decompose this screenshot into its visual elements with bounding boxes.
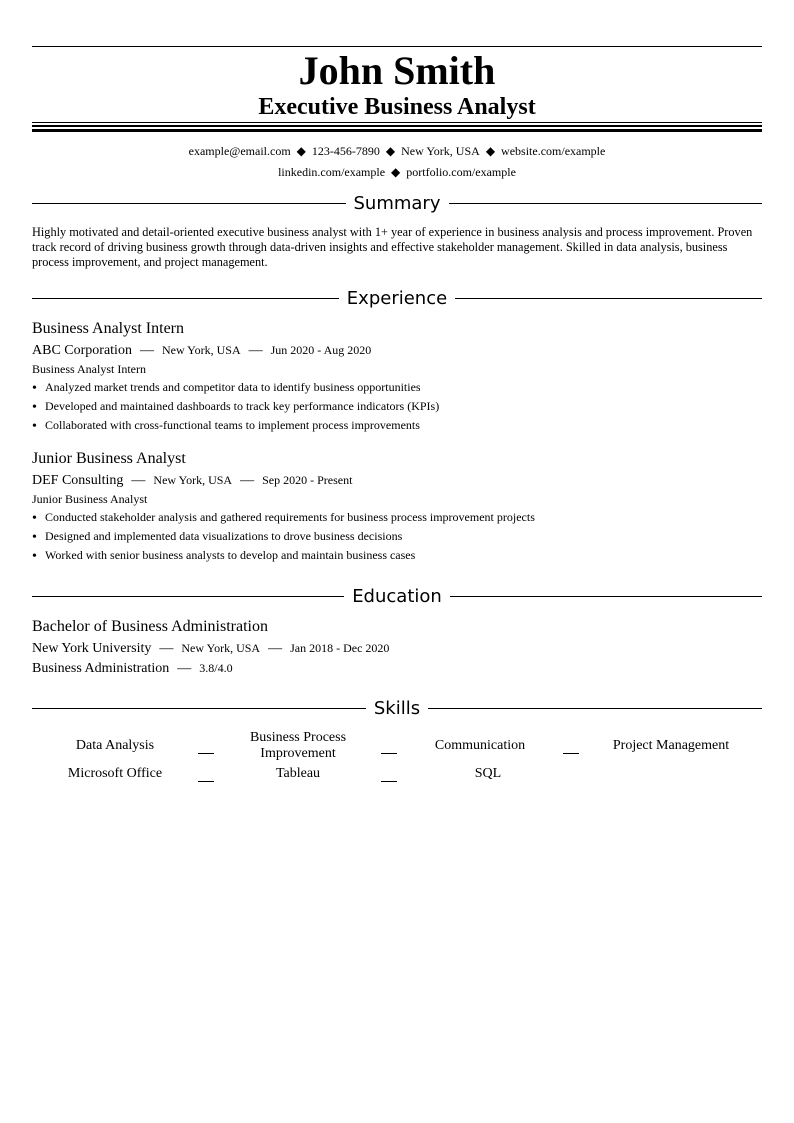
job-bullets <box>32 378 439 435</box>
contact-linkedin[interactable]: linkedin.com/example <box>278 165 386 179</box>
dash-separator: — <box>131 473 146 488</box>
experience-section-header <box>32 287 762 311</box>
skill-item: SQL <box>474 766 502 781</box>
list-item: • Developed and maintained dashboards to track key performance indicators (KPIs) <box>32 397 439 416</box>
education-heading: Education <box>344 586 450 607</box>
job-location: New York, USA <box>161 343 241 357</box>
contact-website[interactable]: website.com/example <box>501 144 606 158</box>
job-title: Business Analyst Intern <box>32 320 184 337</box>
skill-separator <box>563 753 579 754</box>
skill-item: Microsoft Office <box>67 766 163 781</box>
contact-line-2 <box>32 164 762 180</box>
contact-location: New York, USA <box>401 144 480 158</box>
skill-item: Data Analysis <box>75 738 155 753</box>
skill-item: Communication <box>434 738 526 753</box>
skill-item: Business Process Improvement <box>249 730 347 761</box>
education-dates: Jan 2018 - Dec 2020 <box>290 641 390 655</box>
dash-separator: — <box>268 641 283 656</box>
contact-phone[interactable]: 123-456-7890 <box>311 144 380 158</box>
contact-portfolio[interactable]: portfolio.com/example <box>406 165 516 179</box>
skill-separator <box>198 781 214 782</box>
education-school: New York University <box>32 641 152 656</box>
skill-separator <box>198 753 214 754</box>
job-title: Junior Business Analyst <box>32 450 186 467</box>
dash-separator: — <box>159 641 174 656</box>
job-company: ABC Corporation <box>32 343 132 358</box>
summary-section-header <box>32 192 762 216</box>
job-dates: Jun 2020 - Aug 2020 <box>270 343 372 357</box>
summary-text: Highly motivated and detail-oriented executive business analyst with 1+ year of experience in business analysis and process improvement. Proven track record of driving business growth through data-driven insights and effective stakeholder management. Skilled in data analysis, business process improvement, and project management. <box>32 225 753 269</box>
list-item: • Conducted stakeholder analysis and gathered requirements for business process improvement projects <box>32 508 535 527</box>
header-divider-medium <box>32 125 762 127</box>
education-field-line <box>32 659 233 678</box>
candidate-headline: Executive Business Analyst <box>258 94 536 120</box>
dash-separator: — <box>248 343 263 358</box>
dash-separator: — <box>177 661 192 676</box>
diamond-separator-icon: ◆ <box>385 144 396 158</box>
skill-separator <box>381 781 397 782</box>
experience-heading: Experience <box>339 288 455 309</box>
candidate-name: John Smith <box>298 48 496 93</box>
job-company: DEF Consulting <box>32 473 124 488</box>
diamond-separator-icon: ◆ <box>296 144 306 158</box>
job-role: Business Analyst Intern <box>32 362 146 376</box>
list-item: • Worked with senior business analysts to develop and maintain business cases <box>32 546 535 565</box>
job-dates: Sep 2020 - Present <box>262 473 353 487</box>
skill-item: Project Management <box>612 738 730 753</box>
education-location: New York, USA <box>181 641 261 655</box>
education-section-header <box>32 585 762 609</box>
top-divider <box>32 46 762 47</box>
header-divider-thin <box>32 122 762 123</box>
list-item: • Designed and implemented data visualizations to drove business decisions <box>32 527 535 546</box>
list-item: • Collaborated with cross-functional teams to implement process improvements <box>32 416 439 435</box>
skills-section-header <box>32 697 762 721</box>
job-meta <box>32 341 371 360</box>
skill-item: Tableau <box>275 766 321 781</box>
dash-separator: — <box>240 473 255 488</box>
skill-separator <box>381 753 397 754</box>
job-role: Junior Business Analyst <box>32 492 148 506</box>
summary-heading: Summary <box>346 193 449 214</box>
dash-separator: — <box>139 343 154 358</box>
diamond-separator-icon: ◆ <box>485 144 496 158</box>
education-field: Business Administration <box>32 661 170 676</box>
education-degree: Bachelor of Business Administration <box>32 618 268 635</box>
header-divider-thick <box>32 129 762 132</box>
diamond-separator-icon: ◆ <box>391 165 401 179</box>
job-bullets <box>32 508 535 565</box>
contact-line-1 <box>32 143 762 159</box>
job-location: New York, USA <box>153 473 233 487</box>
job-meta <box>32 471 352 490</box>
education-gpa: 3.8/4.0 <box>199 661 233 675</box>
skills-heading: Skills <box>366 698 428 719</box>
contact-email[interactable]: example@email.com <box>188 144 291 158</box>
education-meta <box>32 639 389 658</box>
list-item: • Analyzed market trends and competitor data to identify business opportunities <box>32 378 439 397</box>
